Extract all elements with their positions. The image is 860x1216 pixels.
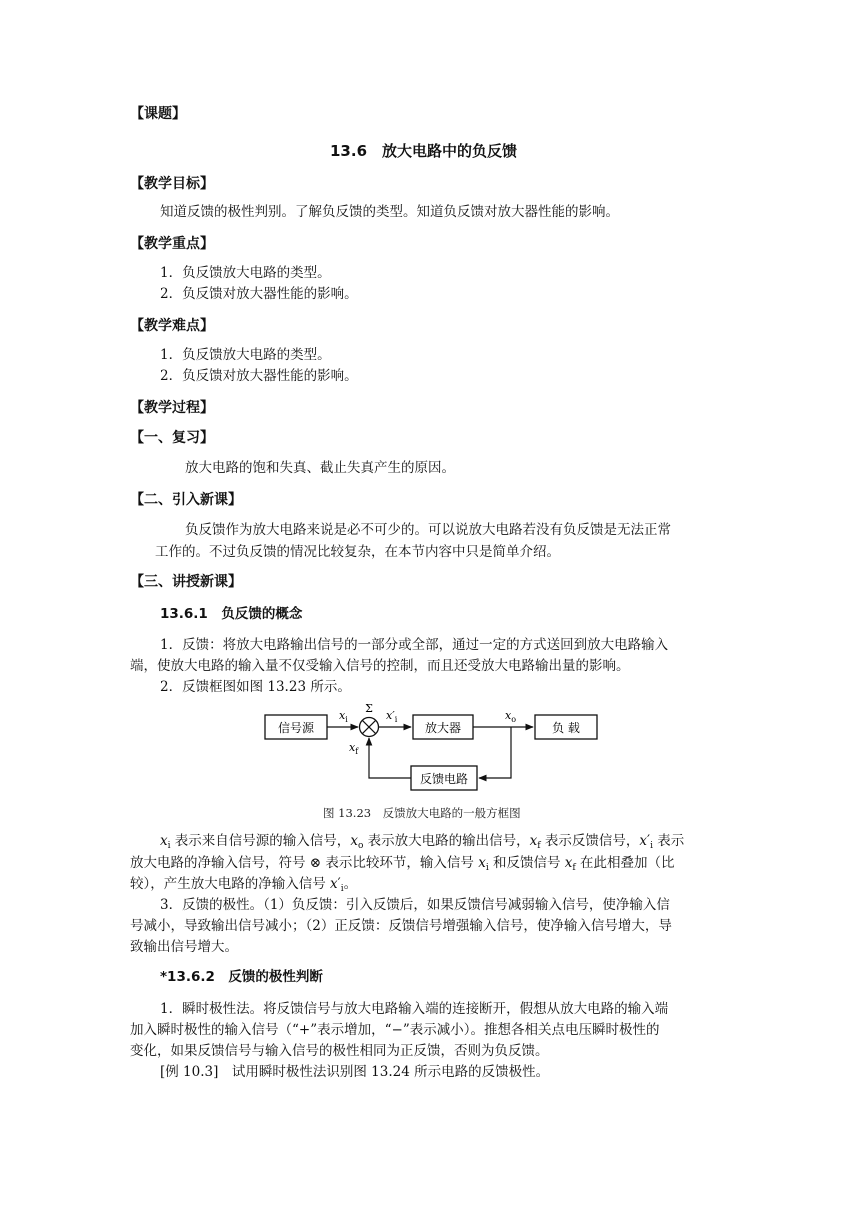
paragraph-line: 致输出信号增大。 — [130, 939, 238, 955]
difficult-point-item: 2．负反馈对放大器性能的影响。 — [160, 368, 358, 384]
xf-label: $x_f$ — [349, 741, 359, 756]
review-heading: 【一、复习】 — [130, 430, 214, 446]
paragraph-line: 端，使放大电路的输入量不仅受输入信号的控制，而且还受放大电路输出量的影响。 — [130, 658, 630, 674]
description-line: 放大电路的净输入信号，符号 ⊗ 表示比较环节，输入信号 $x_i$ 和反馈信号 $x_f$ 在此相叠加（比 — [130, 855, 675, 873]
paragraph-line: 变化，如果反馈信号与输入信号的极性相同为正反馈，否则为负反馈。 — [130, 1043, 549, 1059]
paragraph-line: 3．反馈的极性。（1）负反馈：引入反馈后，如果反馈信号减弱输入信号，使净输入信 — [160, 897, 670, 913]
xi-label: $x_i$ — [339, 709, 348, 724]
intro-line: 工作的。不过负反馈的情况比较复杂，在本节内容中只是简单介绍。 — [155, 544, 560, 560]
xo-label: $x_o$ — [505, 709, 517, 724]
difficult-points-heading: 【教学难点】 — [130, 318, 214, 334]
section-heading-13-6-1: 13.6.1 负反馈的概念 — [160, 606, 303, 622]
process-heading: 【教学过程】 — [130, 400, 214, 416]
objectives-heading: 【教学目标】 — [130, 176, 214, 192]
key-points-heading: 【教学重点】 — [130, 236, 214, 252]
description-line: 较），产生放大电路的净输入信号 $x'_i$。 — [130, 876, 358, 894]
lecture-heading: 【三、讲授新课】 — [130, 574, 242, 590]
signal-source-label: 信号源 — [277, 721, 315, 735]
feedback-block-diagram — [255, 700, 605, 800]
paragraph-line: 1．瞬时极性法。将反馈信号与放大电路输入端的连接断开，假想从放大电路的输入端 — [160, 1001, 669, 1017]
difficult-point-item: 1．负反馈放大电路的类型。 — [160, 347, 331, 363]
feedback-circuit-label: 反馈电路 — [419, 772, 469, 786]
intro-heading: 【二、引入新课】 — [130, 492, 242, 508]
figure-caption: 图 13.23 反馈放大电路的一般方框图 — [323, 806, 521, 820]
paragraph-line: 1．反馈：将放大电路输出信号的一部分或全部，通过一定的方式送回到放大电路输入 — [160, 637, 669, 653]
review-text: 放大电路的饱和失真、截止失真产生的原因。 — [185, 460, 455, 476]
intro-line: 负反馈作为放大电路来说是必不可少的。可以说放大电路若没有负反馈是无法正常 — [185, 522, 671, 538]
paragraph-line: 2．反馈框图如图 13.23 所示。 — [160, 679, 351, 695]
xi-prime-label: $x'_i$ — [386, 709, 398, 724]
paragraph-line: 号减小，导致输出信号减小；（2）正反馈：反馈信号增强输入信号，使净输入信号增大，导 — [130, 918, 672, 934]
example-line: [例 10.3] 试用瞬时极性法识别图 13.24 所示电路的反馈极性。 — [160, 1064, 550, 1080]
paragraph-line: 加入瞬时极性的输入信号（“+”表示增加，“−”表示减小）。推想各相关点电压瞬时极性的 — [130, 1022, 660, 1038]
amplifier-label: 放大器 — [424, 721, 462, 735]
objectives-text: 知道反馈的极性判别。了解负反馈的类型。知道负反馈对放大器性能的影响。 — [160, 204, 619, 220]
load-label: 负 载 — [552, 721, 580, 735]
description-line: $x_i$ 表示来自信号源的输入信号，$x_o$ 表示放大电路的输出信号，$x_f$ 表示反馈信号，$x'_i$ 表示 — [160, 833, 685, 851]
key-point-item: 2．负反馈对放大器性能的影响。 — [160, 286, 358, 302]
page-title: 13.6 放大电路中的负反馈 — [330, 142, 518, 160]
key-point-item: 1．负反馈放大电路的类型。 — [160, 265, 331, 281]
section-heading-13-6-2: *13.6.2 反馈的极性判断 — [160, 969, 323, 985]
lesson-label: 【课题】 — [130, 106, 186, 122]
sigma-label: Σ — [365, 702, 373, 715]
